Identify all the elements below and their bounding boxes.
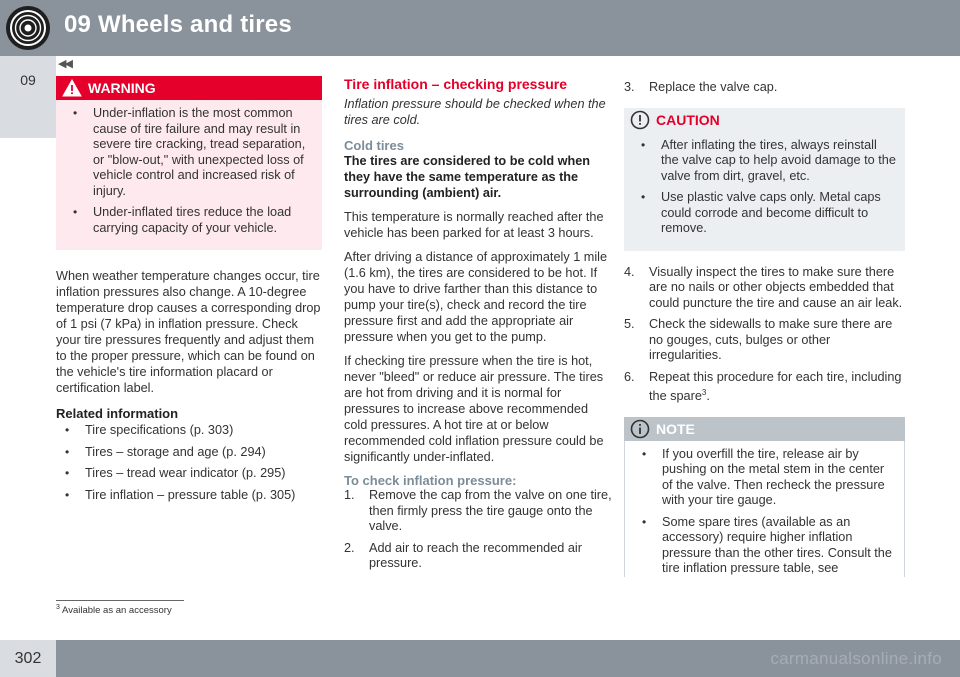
section-lead: Inflation pressure should be checked when the tires are cold. bbox=[344, 97, 606, 127]
column-left bbox=[56, 76, 322, 509]
info-circle-icon bbox=[630, 419, 650, 439]
body-paragraph: After driving a distance of approximately 1 mile (1.6 km), the tires are considered to be hot. If you have to drive farther than this distance to pump your tire(s), check and record the tire pressure first and add the appropriate air pressure when you get to the pump. bbox=[344, 250, 608, 344]
caution-item: • After inflating the tires, always reinstall the valve cap to help avoid damage to the valve from dirt, gravel, etc. bbox=[632, 138, 897, 185]
intro-paragraph: When weather temperature changes occur, tire inflation pressures also change. A 10-degree temperature drop causes a corresponding drop of 1 psi (7 kPa) in inflation pressure. Check your tire pressures frequently and adjust them to the proper pressure, which can be found on the vehicle's tire information placard or certification label. bbox=[56, 269, 321, 395]
note-header bbox=[624, 417, 905, 441]
body-paragraph: If checking tire pressure when the tire is hot, never "bleed" or reduce air pressure. The tires are hot from driving and it is normal for pressures to increase above recommended cold pressures. A hot tire at or below recommended cold inflation pressure could be significantly under-inflated. bbox=[344, 354, 604, 464]
warning-label: WARNING bbox=[88, 80, 156, 96]
related-link[interactable]: • Tire specifications (p. 303) bbox=[56, 423, 322, 439]
note-box bbox=[624, 417, 905, 577]
steps-list-part2 bbox=[624, 80, 905, 96]
note-item: • Some spare tires (available as an accessory) require higher inflation pressure than the other tires. Consult the tire inflation pressure table, see bbox=[633, 515, 896, 577]
step-item: 5. Check the sidewalls to make sure there are no gouges, cuts, bulges or other irregularities. bbox=[624, 317, 893, 362]
caution-body bbox=[624, 132, 905, 251]
warning-triangle-icon bbox=[62, 78, 82, 98]
page-header bbox=[0, 0, 960, 56]
note-item: • If you overfill the tire, release air by pushing on the metal stem in the center of the valve. Then recheck the pressure with your tire gauge. bbox=[633, 447, 896, 509]
tire-chapter-icon bbox=[6, 6, 50, 50]
note-label: NOTE bbox=[656, 420, 695, 437]
step-item: 2. Add air to reach the recommended air pressure. bbox=[344, 540, 582, 570]
chapter-title: 09 Wheels and tires bbox=[64, 11, 292, 38]
page-footer bbox=[0, 640, 960, 677]
cold-tires-heading: Cold tires bbox=[344, 138, 404, 153]
warning-item: • Under-inflation is the most common cause of tire failure and may result in severe tire cracking, tread separation, or "blow-out," with unexpected loss of vehicle control and increased risk of injury. bbox=[64, 106, 314, 199]
footnote-divider bbox=[56, 600, 184, 601]
caution-label: CAUTION bbox=[656, 111, 720, 128]
steps-list-part3 bbox=[624, 265, 905, 405]
warning-box bbox=[56, 76, 322, 250]
section-title: Tire inflation – checking pressure bbox=[344, 76, 568, 92]
column-middle bbox=[344, 76, 614, 578]
chapter-tab-label: 09 bbox=[20, 72, 36, 88]
related-list bbox=[56, 423, 322, 503]
step-item: 1. Remove the cap from the valve on one tire, then firmly press the tire gauge onto the valve. bbox=[344, 488, 612, 533]
caution-item: • Use plastic valve caps only. Metal caps could corrode and become difficult to remove. bbox=[632, 190, 897, 237]
note-body bbox=[624, 441, 905, 577]
related-link[interactable]: • Tire inflation – pressure table (p. 305) bbox=[56, 488, 322, 504]
step-item: 3. Replace the valve cap. bbox=[624, 80, 778, 94]
footnote-marker: 3 bbox=[701, 388, 707, 397]
column-right bbox=[624, 76, 905, 577]
warning-body bbox=[56, 100, 322, 250]
body-paragraph: This temperature is normally reached after the vehicle has been parked for at least 3 hours. bbox=[344, 210, 604, 240]
related-link[interactable]: • Tires – tread wear indicator (p. 295) bbox=[56, 466, 322, 482]
warning-item: • Under-inflated tires reduce the load carrying capacity of your vehicle. bbox=[64, 205, 314, 236]
footnote: $^3$ Available as an accessory bbox=[56, 604, 172, 617]
caution-box bbox=[624, 108, 905, 251]
warning-header bbox=[56, 76, 322, 100]
previous-page-icon[interactable]: ◀◀ bbox=[58, 58, 71, 70]
related-heading: Related information bbox=[56, 406, 179, 421]
watermark: carmanualsonline.info bbox=[770, 649, 942, 668]
check-pressure-heading: To check inflation pressure: bbox=[344, 473, 517, 488]
caution-header bbox=[624, 108, 905, 132]
step-item: 4. Visually inspect the tires to make sure there are no nails or other objects embedded that could puncture the tire and cause an air leak. bbox=[624, 264, 903, 310]
chapter-side-tab[interactable] bbox=[0, 56, 56, 138]
steps-list-part1 bbox=[344, 488, 614, 572]
related-link[interactable]: • Tires – storage and age (p. 294) bbox=[56, 445, 322, 461]
exclamation-circle-icon bbox=[630, 110, 650, 130]
step-item: 6. Repeat this procedure for each tire, including the spare$^3$. bbox=[624, 369, 902, 404]
cold-tires-definition: The tires are considered to be cold when they have the same temperature as the surrounding (ambient) air. bbox=[344, 154, 591, 200]
page-number: 302 bbox=[0, 640, 56, 677]
